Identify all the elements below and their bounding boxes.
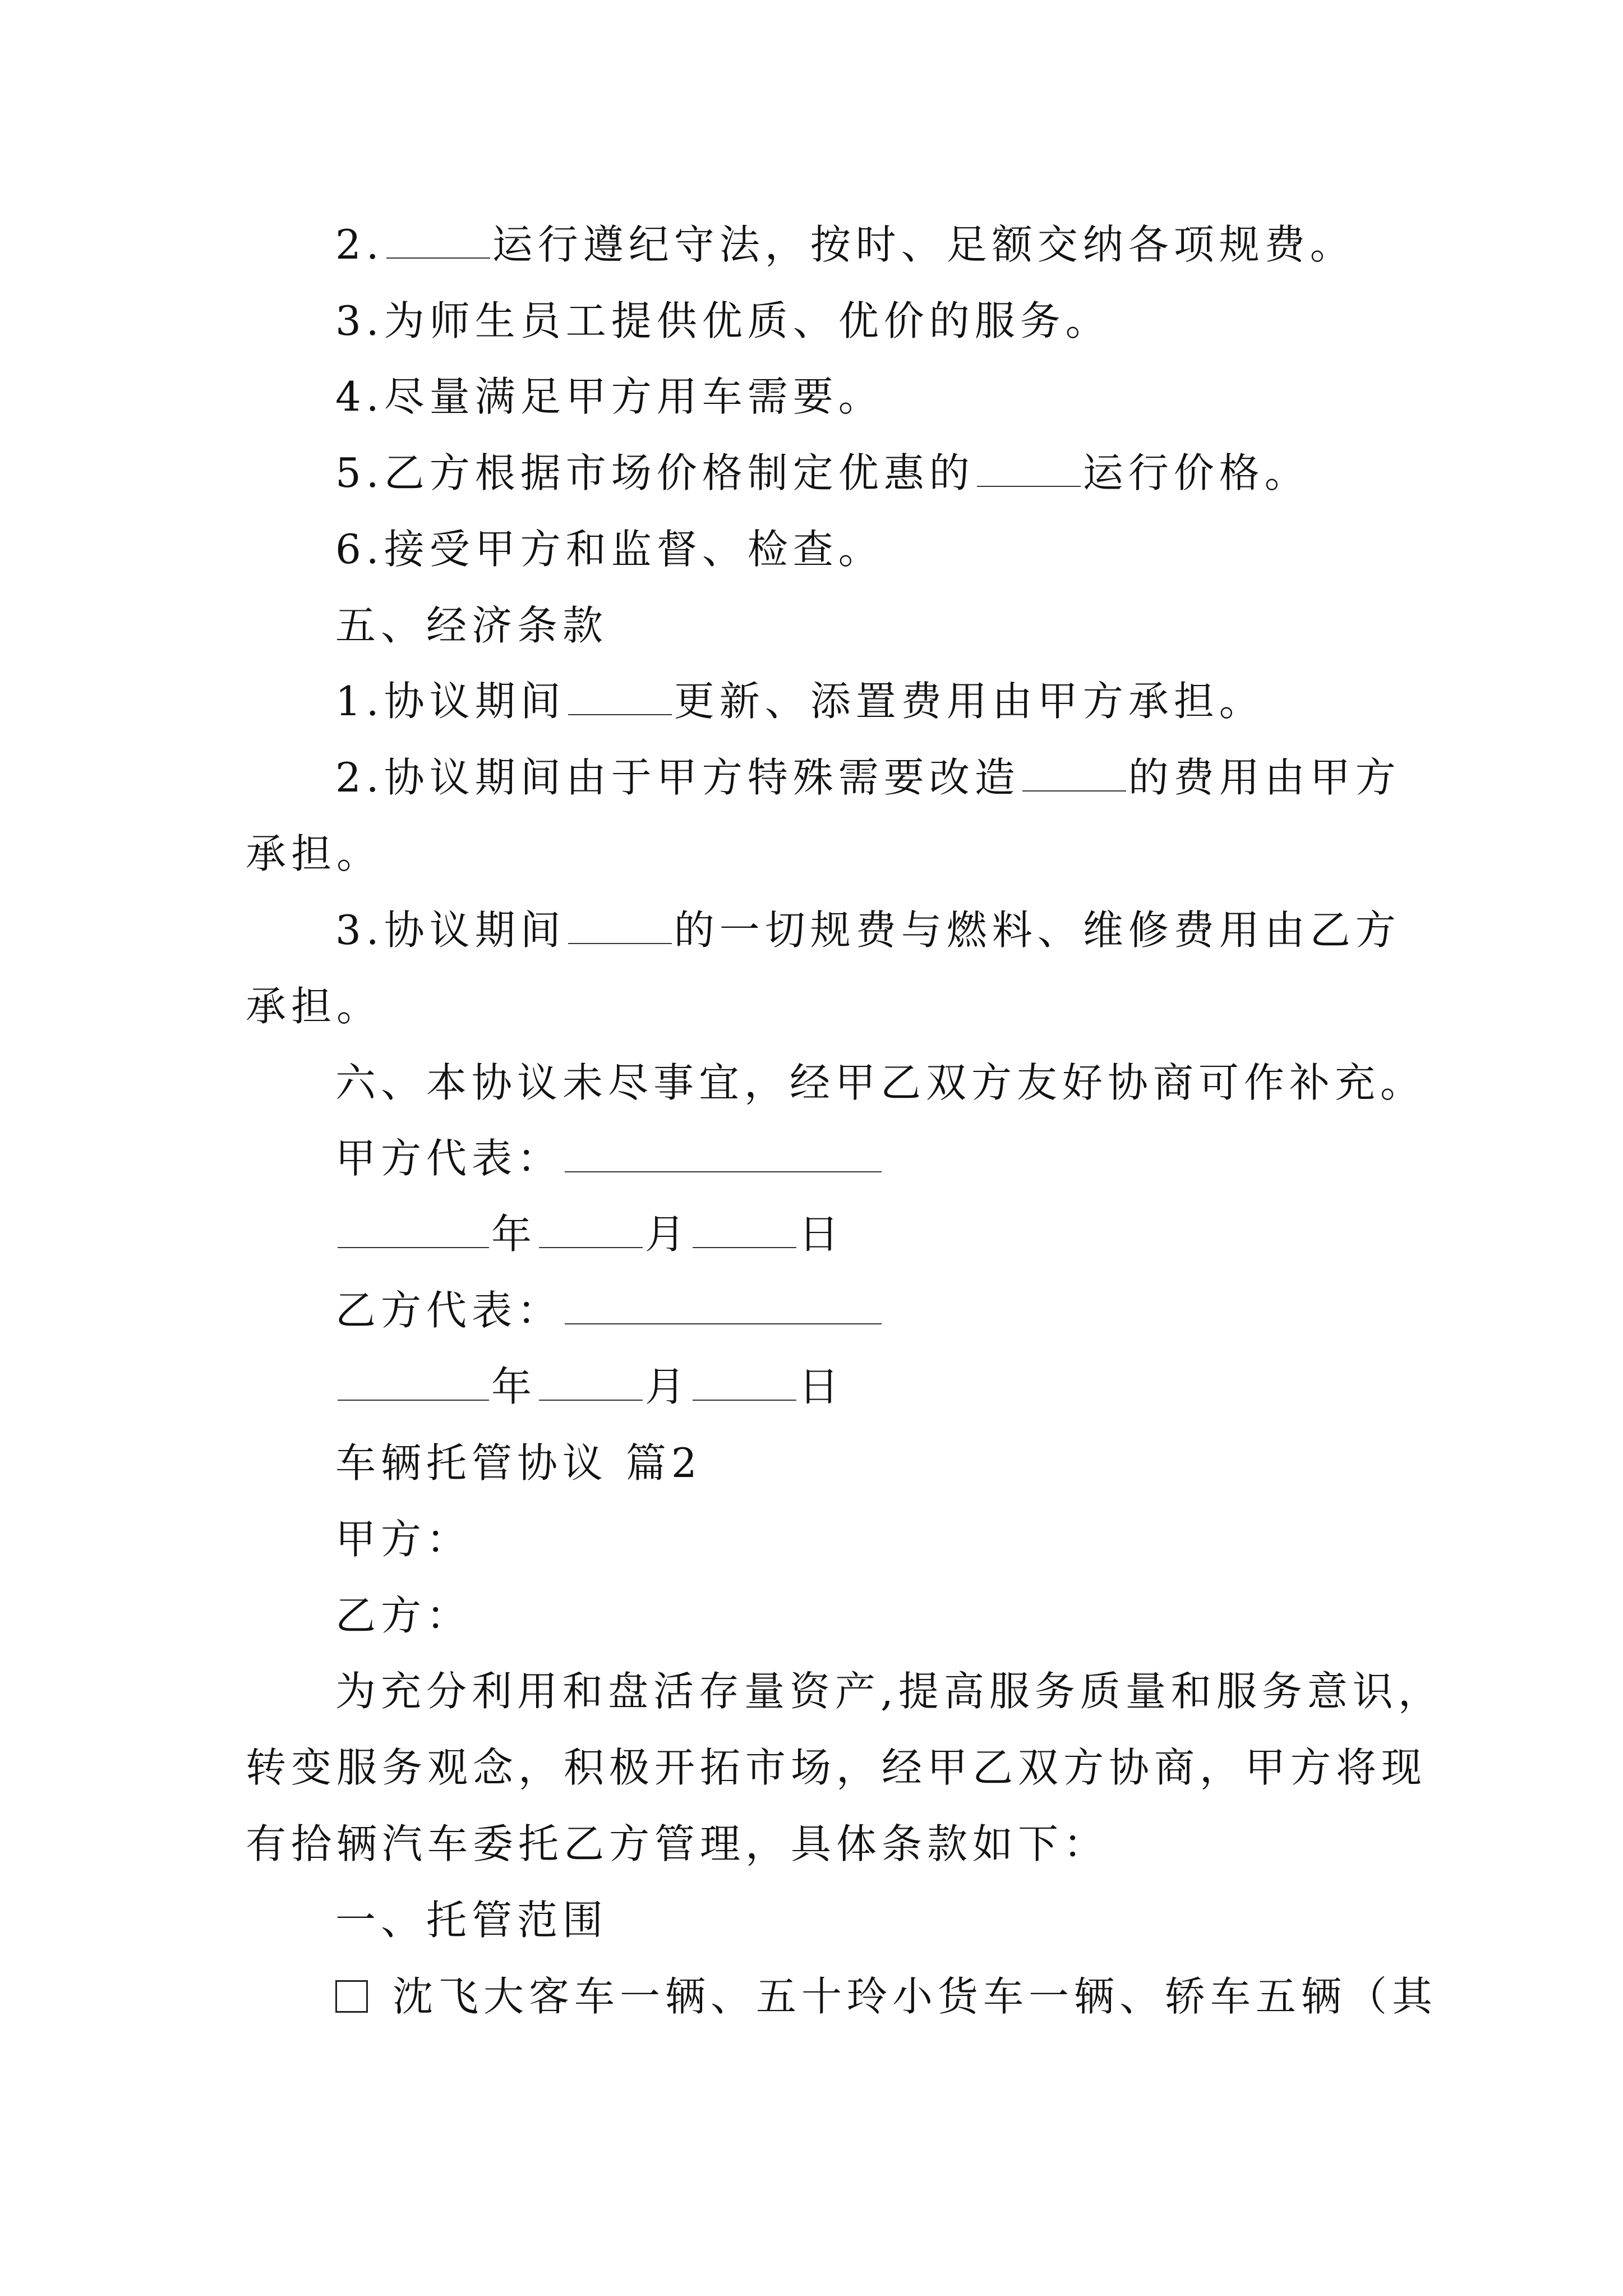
month-blank[interactable] xyxy=(539,1359,643,1401)
clause-line: 1.协议期间 更新、添置费用由甲方承担。 xyxy=(335,673,1265,729)
paragraph-line: 有拾辆汽车委托乙方管理，具体条款如下： xyxy=(246,1820,1109,1867)
clause-line: 4.尽量满足甲方用车需要。 xyxy=(335,373,884,420)
clause-line: 5.乙方根据市场价格制定优惠的 运行价格。 xyxy=(335,445,1310,501)
clause-line: 6.接受甲方和监督、检查。 xyxy=(335,526,884,573)
date-line: 年 月 日 xyxy=(335,1206,844,1262)
clause-line: 3.协议期间 的一切规费与燃料、维修费用由乙方 xyxy=(335,902,1401,958)
fill-in-blank[interactable] xyxy=(386,217,490,259)
month-blank[interactable] xyxy=(539,1207,643,1248)
party-a-representative: 甲方代表： xyxy=(335,1130,884,1186)
clause-continuation: 承担。 xyxy=(246,830,382,877)
signature-blank[interactable] xyxy=(565,1131,882,1172)
clause-line: 3.为师生员工提供优质、优价的服务。 xyxy=(335,297,1111,344)
clause-line: 2.协议期间由于甲方特殊需要改造 的费用由甲方 xyxy=(335,749,1401,806)
party-b-label: 乙方： xyxy=(335,1592,472,1639)
fill-in-blank[interactable] xyxy=(568,903,672,944)
checkbox-icon[interactable] xyxy=(335,1980,368,2013)
signature-blank[interactable] xyxy=(565,1283,882,1324)
section-heading: 五、经济条款 xyxy=(335,602,608,649)
party-b-representative: 乙方代表： xyxy=(335,1282,884,1338)
section-heading: 六、本协议未尽事宜，经甲乙双方友好协商可作补充。 xyxy=(335,1059,1426,1106)
clause-continuation: 承担。 xyxy=(246,983,382,1030)
date-line: 年 月 日 xyxy=(335,1359,844,1415)
year-blank[interactable] xyxy=(338,1359,489,1401)
year-blank[interactable] xyxy=(338,1207,489,1248)
party-a-label: 甲方： xyxy=(335,1516,472,1563)
fill-in-blank[interactable] xyxy=(1022,750,1126,792)
clause-line: 2. 运行遵纪守法，按时、足额交纳各项规费。 xyxy=(335,217,1355,273)
scope-item: 沈飞大客车一辆、五十玲小货车一辆、轿车五辆（其 xyxy=(335,1968,1437,2024)
day-blank[interactable] xyxy=(693,1207,796,1248)
paragraph-line: 为充分利用和盘活存量资产,提高服务质量和服务意识， xyxy=(335,1668,1444,1715)
section-heading: 一、托管范围 xyxy=(335,1897,608,1944)
agreement-title: 车辆托管协议 篇2 xyxy=(335,1439,702,1487)
fill-in-blank[interactable] xyxy=(977,445,1081,487)
paragraph-line: 转变服务观念，积极开拓市场，经甲乙双方协商，甲方将现 xyxy=(246,1744,1427,1791)
day-blank[interactable] xyxy=(693,1359,796,1401)
fill-in-blank[interactable] xyxy=(568,674,672,715)
